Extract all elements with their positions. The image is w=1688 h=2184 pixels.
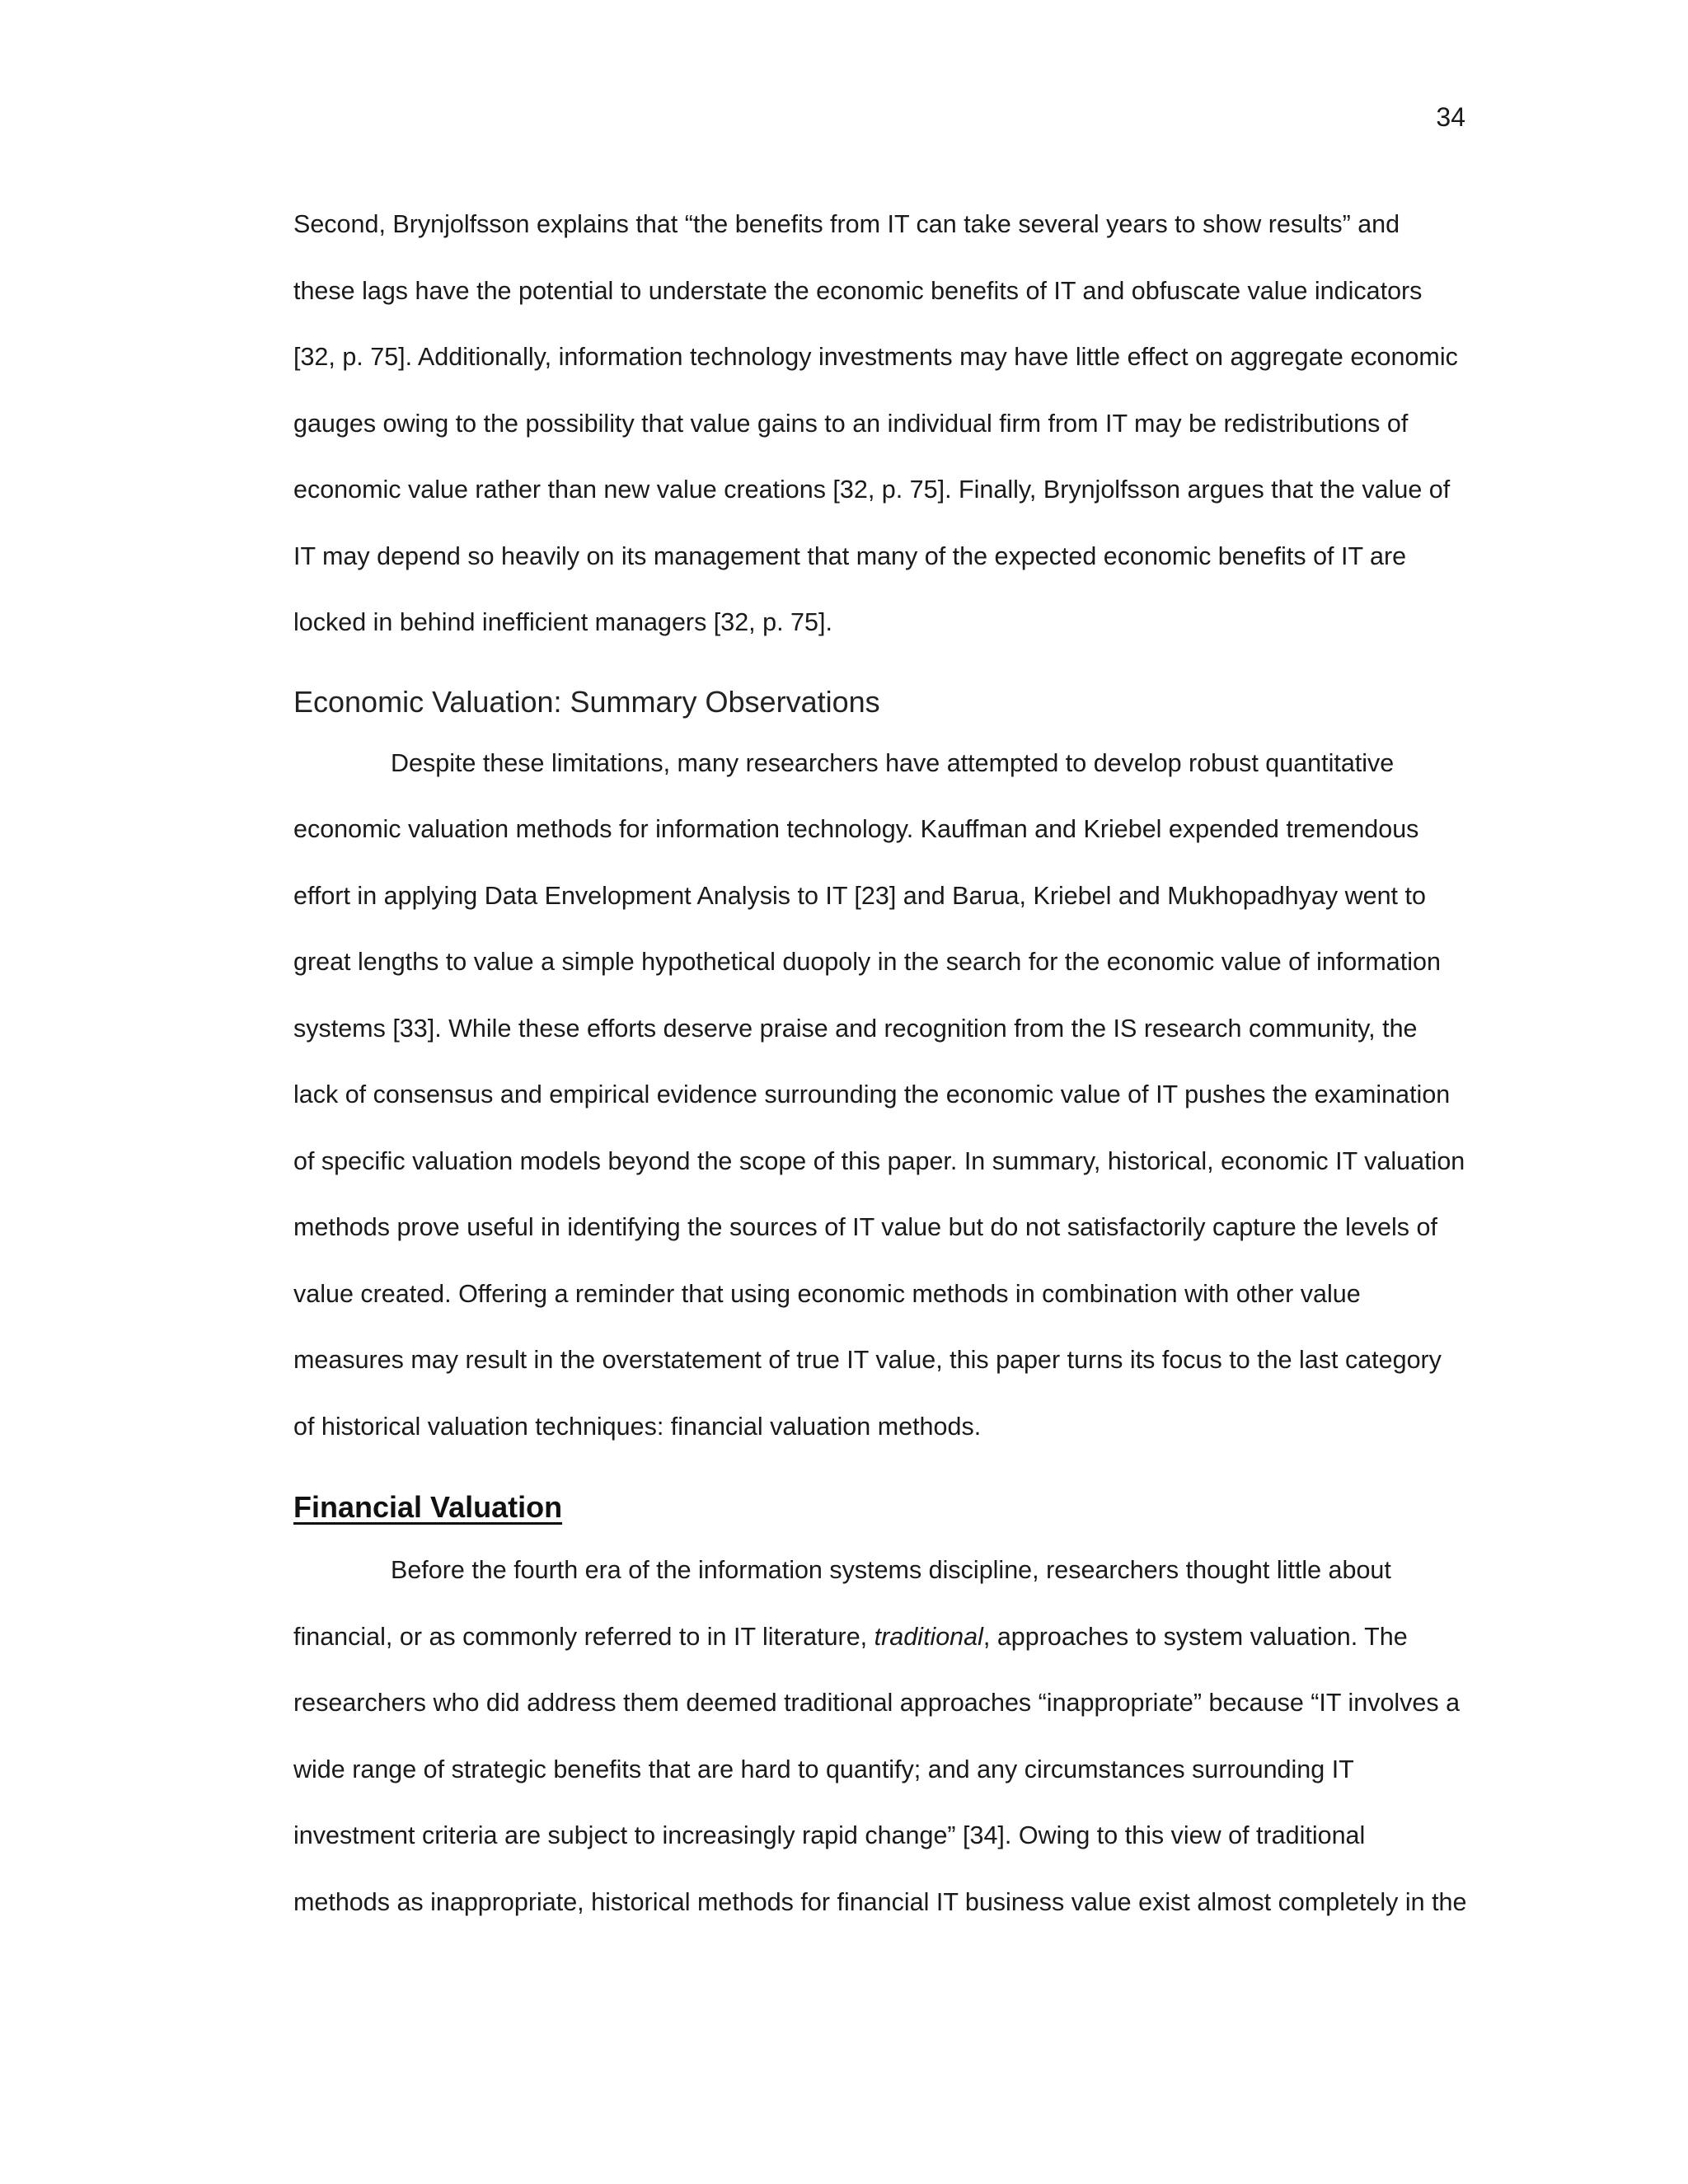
heading-economic-valuation-summary: Economic Valuation: Summary Observations xyxy=(293,684,880,719)
paragraph-financial-valuation-part2: , approaches to system valuation. The researchers who did address them deemed traditional approaches “inappropriate” because “IT involves a wide range of strategic benefits that are hard to quantify; and any circumstances surrounding IT investment criteria are subject to increasingly rapid change” [34]. Owing to this view of traditional methods as inappropriate, historical methods for financial IT business value exist almost completely in the xyxy=(293,1622,1467,1916)
heading-financial-valuation: Financial Valuation xyxy=(293,1490,563,1524)
paragraph-brynjolfsson-lags: Second, Brynjolfsson explains that “the benefits from IT can take several years to show results” and these lags have the potential to understate the economic benefits of IT and obfuscate value indicators [32, p. 75]. Additionally, information technology investments may have little effect on aggregate economic gauges owing to the possibility that value gains to an individual firm from IT may be redistributions of economic value rather than new value creations [32, p. 75]. Finally, Brynjolfsson argues that the value of IT may depend so heavily on its management that many of the expected economic benefits of IT are locked in behind inefficient managers [32, p. 75]. xyxy=(293,210,1458,636)
paragraph-economic-valuation-summary: Despite these limitations, many researchers have attempted to develop robust quantitative economic valuation methods for information technology. Kauffman and Kriebel expended tremendous effort in applying Data Envelopment Analysis to IT [23] and Barua, Kriebel and Mukhopadhyay went to great lengths to value a simple hypothetical duopoly in the search for the economic value of information systems [33]. While these efforts deserve praise and recognition from the IS research community, the lack of consensus and empirical evidence surrounding the economic value of IT pushes the examination of specific valuation models beyond the scope of this paper. In summary, historical, economic IT valuation methods prove useful in identifying the sources of IT value but do not satisfactorily capture the levels of value created. Offering a reminder that using economic methods in combination with other value measures may result in the overstatement of true IT value, this paper turns its focus to the last category of historical valuation techniques: financial valuation methods. xyxy=(293,748,1465,1441)
document-body xyxy=(293,191,1468,1935)
page-number: 34 xyxy=(1436,102,1465,132)
italic-term-traditional: traditional xyxy=(874,1622,983,1651)
paragraph-financial-valuation-part1: Before the fourth era of the information systems discipline, researchers thought little about financial, or as commonly referred to in IT literature, xyxy=(293,1556,1391,1651)
paragraph-financial-valuation xyxy=(293,1537,1468,1935)
